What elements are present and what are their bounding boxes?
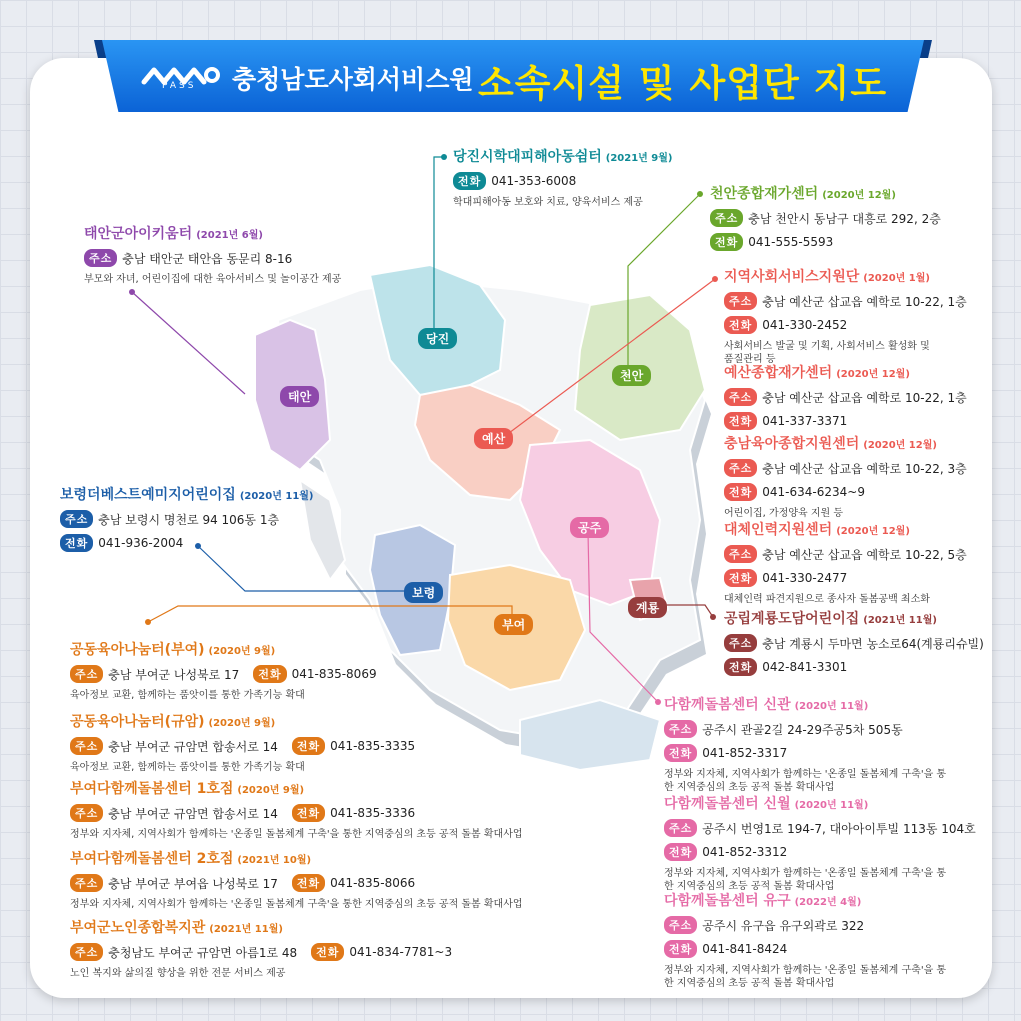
address-tag: 주소 — [70, 804, 103, 822]
facility-desc: 대체인력 파견지원으로 종사자 돌봄공백 최소화 — [724, 594, 930, 605]
facility-date: (2020년 9월) — [208, 646, 276, 657]
facility-childcare — [724, 433, 967, 520]
facility-date: (2020년 12월) — [836, 369, 910, 380]
phone-tag: 전화 — [60, 534, 93, 552]
address-tag: 주소 — [724, 545, 757, 563]
facility-desc: 어린이집, 가정양육 지원 등 — [724, 508, 843, 519]
facility-phone: 041-841-8424 — [702, 942, 788, 956]
address-tag: 주소 — [60, 510, 93, 528]
facility-regional — [724, 266, 967, 366]
facility-address: 충남 부여군 부여읍 나성북로 17 — [108, 876, 278, 891]
facility-address: 충남 보령시 명천로 94 106동 1층 — [98, 512, 280, 527]
facility-address: 충남 예산군 삽교읍 예학로 10-22, 3층 — [762, 461, 967, 476]
phone-tag: 전화 — [664, 940, 697, 958]
facility-buyeo2 — [70, 711, 415, 774]
phone-tag: 전화 — [724, 316, 757, 334]
facility-address: 충남 부여군 규암면 합송서로 14 — [108, 739, 278, 754]
map-label-dangjin[interactable]: 당진 — [418, 328, 457, 349]
address-tag: 주소 — [70, 737, 103, 755]
facility-name: 보령더베스트예미지어린이집 — [60, 487, 236, 503]
facility-desc: 육아정보 교환, 함께하는 품앗이를 통한 가족기능 확대 — [70, 762, 305, 773]
facility-name: 다함께돌봄센터 신월 — [664, 796, 791, 812]
facility-gyeryong — [724, 608, 984, 676]
facility-desc: 학대피해아동 보호와 치료, 양육서비스 제공 — [453, 197, 643, 208]
facility-name: 대체인력지원센터 — [724, 522, 833, 538]
facility-name: 다함께돌봄센터 신관 — [664, 697, 791, 713]
facility-name: 공동육아나눔터(부여) — [70, 642, 205, 658]
facility-boryeong — [60, 484, 314, 552]
facility-name: 태안군아이키움터 — [84, 226, 193, 242]
facility-phone: 041-835-3336 — [330, 806, 416, 820]
facility-phone: 041-835-8066 — [330, 876, 416, 890]
address-tag: 주소 — [664, 819, 697, 837]
phone-tag: 전화 — [292, 804, 325, 822]
facility-cheonan — [710, 183, 941, 251]
address-tag: 주소 — [710, 209, 743, 227]
phone-tag: 전화 — [292, 737, 325, 755]
facility-name: 지역사회서비스지원단 — [724, 269, 860, 285]
facility-dangjin — [453, 146, 673, 209]
facility-gongju2 — [664, 793, 976, 893]
facility-address: 충남 예산군 삽교읍 예학로 10-22, 1층 — [762, 390, 967, 405]
phone-tag: 전화 — [724, 569, 757, 587]
org-name: 충청남도사회서비스원 — [232, 65, 474, 94]
facility-desc: 육아정보 교환, 함께하는 품앗이를 통한 가족기능 확대 — [70, 690, 305, 701]
facility-date: (2022년 4월) — [794, 897, 862, 908]
phone-tag: 전화 — [724, 483, 757, 501]
phone-tag: 전화 — [292, 874, 325, 892]
facility-buyeo3 — [70, 778, 523, 841]
facility-desc: 사회서비스 발굴 및 기획, 사회서비스 활성화 및 품질관리 등 — [724, 341, 930, 365]
facility-desc: 정부와 지자체, 지역사회가 함께하는 '온종일 돌봄체계 구축'을 통한 지역중심의 초등 공적 돌봄 확대사업 — [664, 769, 947, 793]
phone-tag: 전화 — [453, 172, 486, 190]
facility-desc: 정부와 지자체, 지역사회가 함께하는 '온종일 돌봄체계 구축'을 통한 지역중심의 초등 공적 돌봄 확대사업 — [70, 899, 523, 910]
facility-date: (2020년 11월) — [239, 491, 314, 502]
map-label-cheonan[interactable]: 천안 — [612, 365, 651, 386]
facility-name: 천안종합재가센터 — [710, 186, 819, 202]
facility-phone: 041-353-6008 — [491, 174, 577, 188]
logo-text: PASS — [162, 81, 197, 91]
facility-date: (2020년 11월) — [794, 800, 869, 811]
facility-phone: 041-835-8069 — [291, 667, 377, 681]
facility-address: 충남 예산군 삽교읍 예학로 10-22, 5층 — [762, 547, 967, 562]
phone-tag: 전화 — [724, 658, 757, 676]
facility-name: 충남육아종합지원센터 — [724, 436, 860, 452]
facility-address: 충남 부여군 나성북로 17 — [108, 667, 240, 682]
facility-name: 공립계룡도담어린이집 — [724, 611, 860, 627]
facility-name: 부여군노인종합복지관 — [70, 920, 206, 936]
facility-address: 공주시 관골2길 24-29주공5차 505동 — [702, 722, 903, 737]
facility-date: (2020년 1월) — [863, 273, 930, 284]
phone-tag: 전화 — [710, 233, 743, 251]
map-label-yesan[interactable]: 예산 — [474, 428, 513, 449]
map-label-gongju[interactable]: 공주 — [570, 517, 609, 538]
facility-address: 충남 예산군 삽교읍 예학로 10-22, 1층 — [762, 294, 967, 309]
address-tag: 주소 — [664, 916, 697, 934]
address-tag: 주소 — [70, 665, 103, 683]
map-label-taean[interactable]: 태안 — [280, 386, 319, 407]
facility-gongju3 — [664, 890, 954, 990]
address-tag: 주소 — [724, 459, 757, 477]
address-tag: 주소 — [724, 388, 757, 406]
facility-name: 부여다함께돌봄센터 1호점 — [70, 781, 234, 797]
facility-address: 충남 계룡시 두마면 농소로64(계룡리슈빌) — [762, 636, 984, 651]
facility-phone: 041-835-3335 — [330, 739, 416, 753]
facility-date: (2021년 11월) — [209, 924, 283, 935]
facility-address: 충남 부여군 규암면 합송서로 14 — [108, 806, 278, 821]
facility-buyeo5 — [70, 917, 452, 980]
facility-name: 부여다함께돌봄센터 2호점 — [70, 851, 234, 867]
facility-date: (2021년 9월) — [605, 153, 673, 164]
facility-phone: 041-852-3312 — [702, 845, 788, 859]
facility-date: (2020년 11월) — [794, 701, 869, 712]
facility-address: 충청남도 부여군 규암면 아름1로 48 — [108, 945, 298, 960]
address-tag: 주소 — [724, 292, 757, 310]
address-tag: 주소 — [84, 249, 117, 267]
phone-tag: 전화 — [253, 665, 286, 683]
phone-tag: 전화 — [724, 412, 757, 430]
facility-phone: 041-555-5593 — [748, 235, 834, 249]
facility-name: 다함께돌봄센터 유구 — [664, 893, 791, 909]
map-label-buyeo[interactable]: 부여 — [494, 614, 533, 635]
facility-phone: 041-330-2477 — [762, 571, 848, 585]
phone-tag: 전화 — [311, 943, 344, 961]
facility-gongju1 — [664, 694, 954, 794]
facility-phone: 041-852-3317 — [702, 746, 788, 760]
address-tag: 주소 — [70, 943, 103, 961]
facility-address: 충남 태안군 태안읍 동문리 8-16 — [122, 251, 293, 266]
address-tag: 주소 — [664, 720, 697, 738]
facility-desc: 부모와 자녀, 어린이집에 대한 육아서비스 및 놀이공간 제공 — [84, 274, 342, 285]
facility-yesan — [724, 362, 967, 430]
map-label-boryeong[interactable]: 보령 — [404, 582, 443, 603]
facility-phone: 041-337-3371 — [762, 414, 848, 428]
facility-desc: 정부와 지자체, 지역사회가 함께하는 '온종일 돌봄체계 구축'을 통한 지역중심의 초등 공적 돌봄 확대사업 — [664, 965, 947, 989]
phone-tag: 전화 — [664, 744, 697, 762]
phone-tag: 전화 — [664, 843, 697, 861]
facility-phone: 041-634-6234~9 — [762, 485, 865, 499]
map-label-gyeryong[interactable]: 계룡 — [628, 597, 667, 618]
facility-date: (2020년 9월) — [237, 785, 305, 796]
facility-taean — [84, 223, 341, 286]
facility-date: (2021년 11월) — [863, 615, 937, 626]
facility-phone: 041-936-2004 — [98, 536, 184, 550]
facility-address: 충남 천안시 동남구 대흥로 292, 2층 — [748, 211, 941, 226]
facility-buyeo1 — [70, 639, 377, 702]
facility-date: (2020년 9월) — [208, 718, 276, 729]
facility-buyeo4 — [70, 848, 523, 911]
facility-name: 예산종합재가센터 — [724, 365, 833, 381]
page-title: 소속시설 및 사업단 지도 — [478, 62, 888, 105]
facility-name: 당진시학대피해아동쉼터 — [453, 149, 602, 165]
facility-desc: 노인 복지와 삶의질 향상을 위한 전문 서비스 제공 — [70, 968, 286, 979]
facility-phone: 041-834-7781~3 — [349, 945, 453, 959]
facility-address: 공주시 유구읍 유구외곽로 322 — [702, 918, 865, 933]
facility-address: 공주시 번영1로 194-7, 대아아이투빌 113동 104호 — [702, 821, 976, 836]
facility-date: (2020년 12월) — [836, 526, 910, 537]
facility-date: (2021년 10월) — [237, 855, 312, 866]
facility-desc: 정부와 지자체, 지역사회가 함께하는 '온종일 돌봄체계 구축'을 통한 지역중심의 초등 공적 돌봄 확대사업 — [664, 868, 947, 892]
address-tag: 주소 — [70, 874, 103, 892]
facility-name: 공동육아나눔터(규암) — [70, 714, 205, 730]
facility-substitute — [724, 519, 967, 606]
facility-date: (2020년 12월) — [863, 440, 937, 451]
facility-phone: 042-841-3301 — [762, 660, 848, 674]
facility-desc: 정부와 지자체, 지역사회가 함께하는 '온종일 돌봄체계 구축'을 통한 지역중심의 초등 공적 돌봄 확대사업 — [70, 829, 523, 840]
facility-phone: 041-330-2452 — [762, 318, 848, 332]
address-tag: 주소 — [724, 634, 757, 652]
facility-date: (2021년 6월) — [196, 230, 263, 241]
facility-date: (2020년 12월) — [822, 190, 896, 201]
